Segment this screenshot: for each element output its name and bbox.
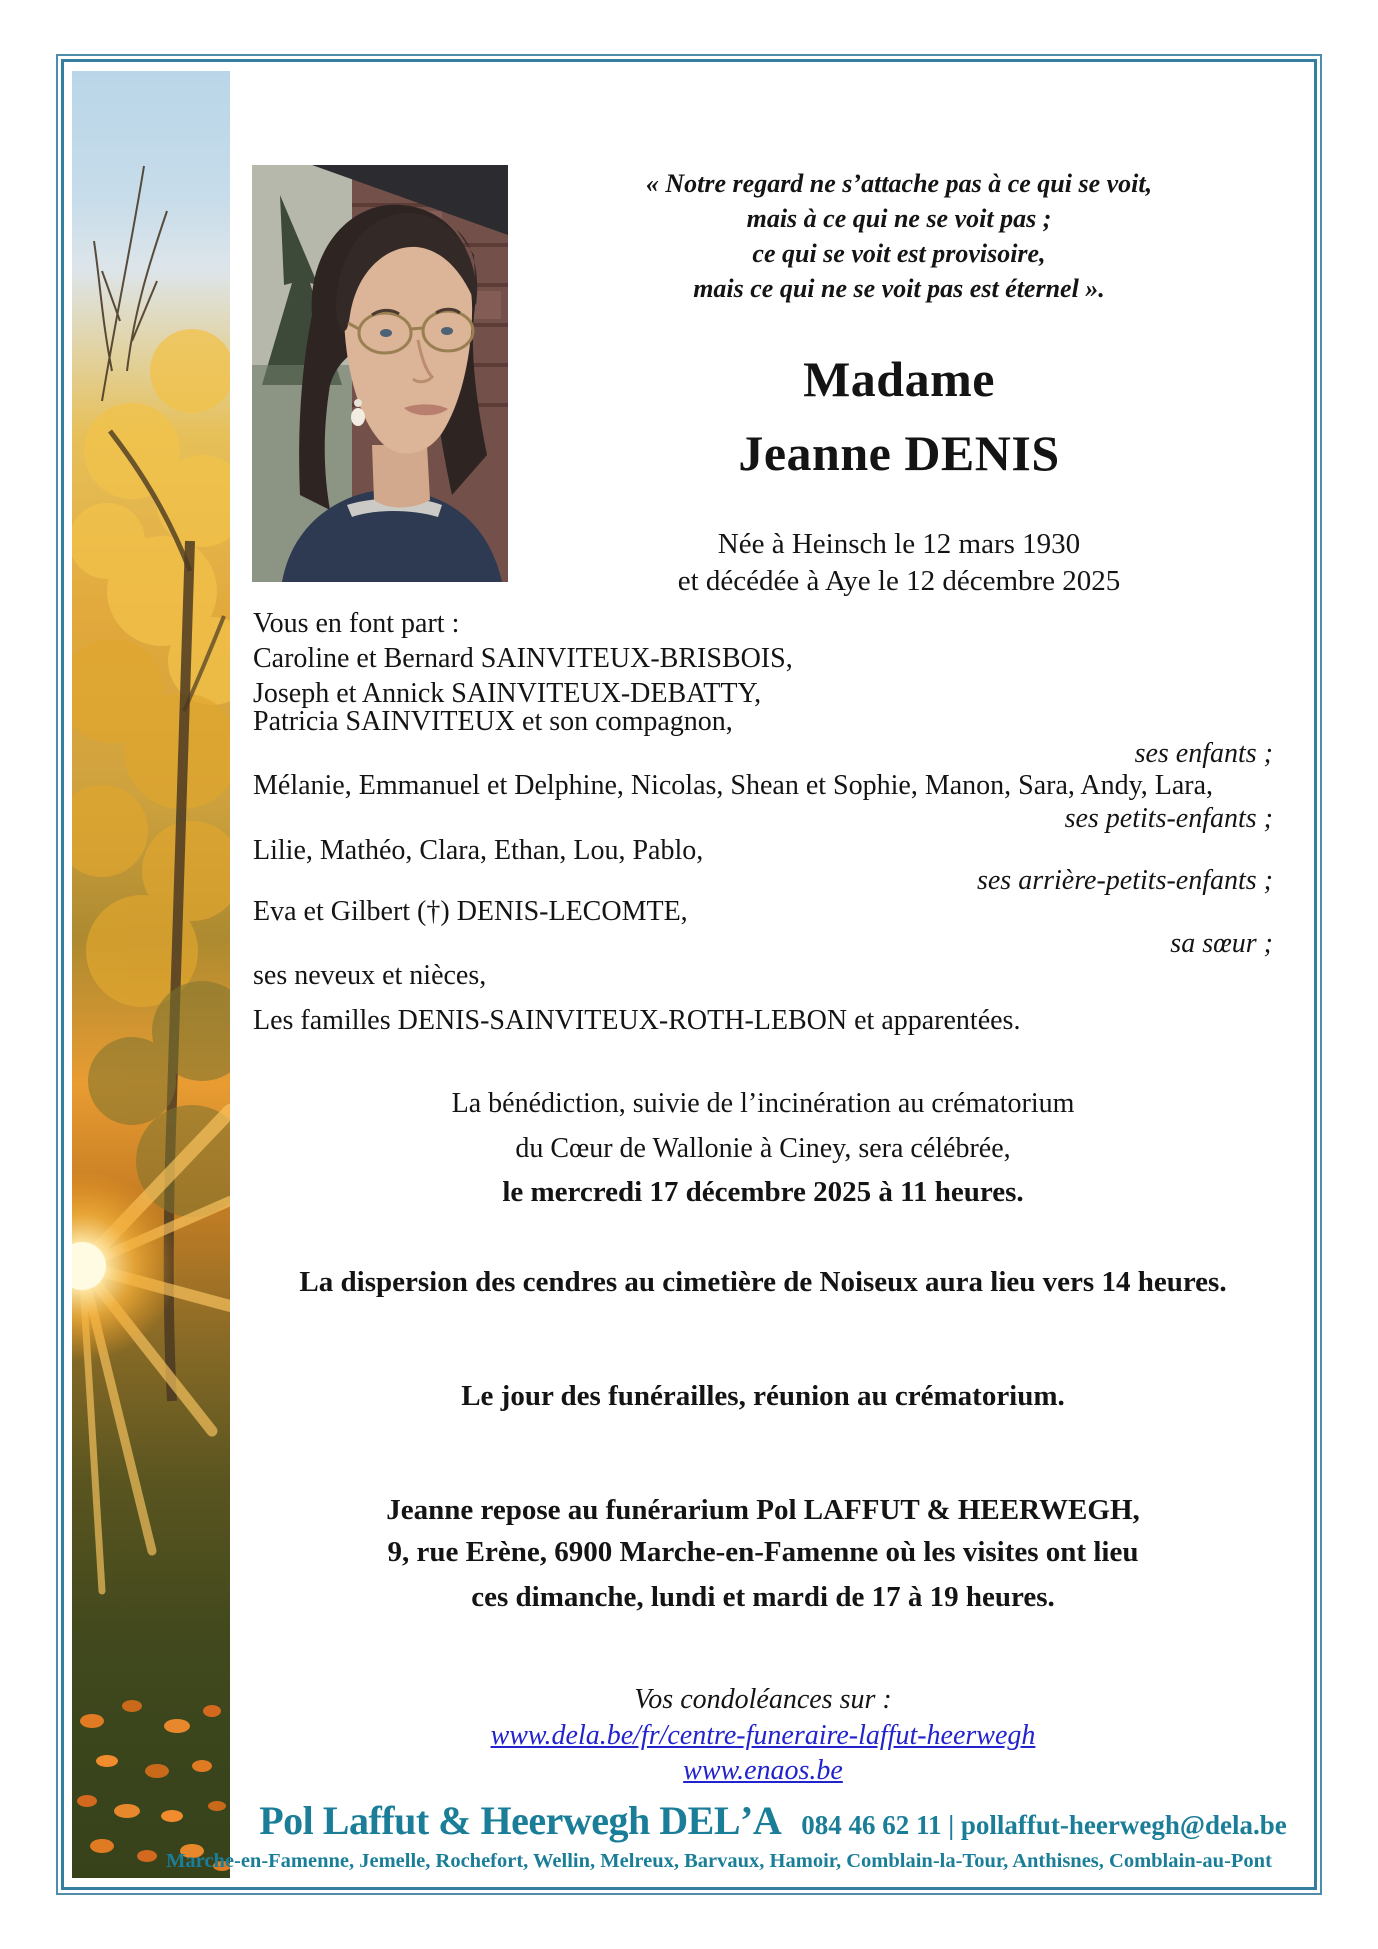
birth-line: Née à Heinsch le 12 mars 1930 xyxy=(717,528,1081,560)
reunion-line: Le jour des funérailles, réunion au crématorium. xyxy=(461,1380,1065,1412)
ashes-dispersion-line: La dispersion des cendres au cimetière de Noiseux aura lieu vers 14 heures. xyxy=(299,1266,1227,1298)
deceased-title: Madame xyxy=(803,351,995,407)
life-dates xyxy=(505,526,1293,600)
funeral-home-contact: 084 46 62 11 | pollaffut-heerwegh@dela.be xyxy=(801,1810,1287,1840)
children-label: ses enfants ; xyxy=(1134,738,1273,769)
death-line: et décédée à Aye le 12 décembre 2025 xyxy=(677,565,1121,597)
deceased-name-block xyxy=(505,342,1293,490)
nephews-line: ses neveux et nièces, xyxy=(253,960,487,991)
benediction-line1: La bénédiction, suivie de l’incinération au crématorium xyxy=(451,1088,1075,1119)
condolences-link2-row xyxy=(253,1753,1273,1789)
autumn-trees-photo xyxy=(72,71,230,1878)
sister-label: sa sœur ; xyxy=(1170,928,1273,959)
repose-line2: 9, rue Erène, 6900 Marche-en-Famenne où les visites ont lieu xyxy=(387,1536,1139,1568)
sister-line: Eva et Gilbert (†) DENIS-LECOMTE, xyxy=(253,896,688,927)
repose-line1: Jeanne repose au funérarium Pol LAFFUT & HEERWEGH, xyxy=(386,1494,1140,1526)
deceased-name: Jeanne DENIS xyxy=(738,425,1060,481)
announcement-intro: Vous en font part : xyxy=(253,608,460,639)
families-line: Les familles DENIS-SAINVITEUX-ROTH-LEBON et apparentées. xyxy=(253,1005,1021,1036)
grandchildren-label: ses petits-enfants ; xyxy=(1064,803,1273,834)
autumn-photo-detail xyxy=(72,71,230,1878)
children-line: Joseph et Annick SAINVITEUX-DEBATTY, xyxy=(253,678,762,709)
dela-condolences-link[interactable]: www.dela.be/fr/centre-funeraire-laffut-heerwegh xyxy=(490,1720,1036,1751)
funeral-home-banner xyxy=(253,1797,1293,1844)
greatgrandchildren-label: ses arrière-petits-enfants ; xyxy=(976,865,1273,896)
portrait-detail xyxy=(252,165,508,582)
funeral-home-locations: Marche-en-Famenne, Jemelle, Rochefort, Wellin, Melreux, Barvaux, Hamoir, Comblain-la-Tour, Anthisnes, Comblain-au-Pont xyxy=(166,1850,1272,1872)
greatgrandchildren-line: Lilie, Mathéo, Clara, Ethan, Lou, Pablo, xyxy=(253,835,704,866)
quote-line: « Notre regard ne s’attache pas à ce qui se voit, xyxy=(645,169,1153,198)
grandchildren-line: Mélanie, Emmanuel et Delphine, Nicolas, Shean et Sophie, Manon, Sara, Andy, Lara, xyxy=(253,770,1214,801)
condolences-link1-row xyxy=(253,1718,1273,1754)
quote-line: mais à ce qui ne se voit pas ; xyxy=(746,204,1052,233)
benediction-line2: du Cœur de Wallonie à Ciney, sera célébrée, xyxy=(515,1133,1011,1164)
funeral-home-logo: Pol Laffut & Heerwegh DELʼA xyxy=(259,1798,782,1843)
enaos-link[interactable]: www.enaos.be xyxy=(683,1755,843,1786)
children-line: Caroline et Bernard SAINVITEUX-BRISBOIS, xyxy=(253,643,793,674)
quote-line: mais ce qui ne se voit pas est éternel ». xyxy=(693,274,1105,303)
children-line: Patricia SAINVITEUX et son compagnon, xyxy=(253,706,733,737)
opening-quote xyxy=(505,166,1293,306)
condolences-intro: Vos condoléances sur : xyxy=(634,1684,892,1715)
quote-line: ce qui se voit est provisoire, xyxy=(752,239,1046,268)
portrait-photo xyxy=(252,165,508,582)
benediction-date: le mercredi 17 décembre 2025 à 11 heures. xyxy=(502,1176,1024,1208)
repose-line3: ces dimanche, lundi et mardi de 17 à 19 heures. xyxy=(471,1581,1055,1613)
